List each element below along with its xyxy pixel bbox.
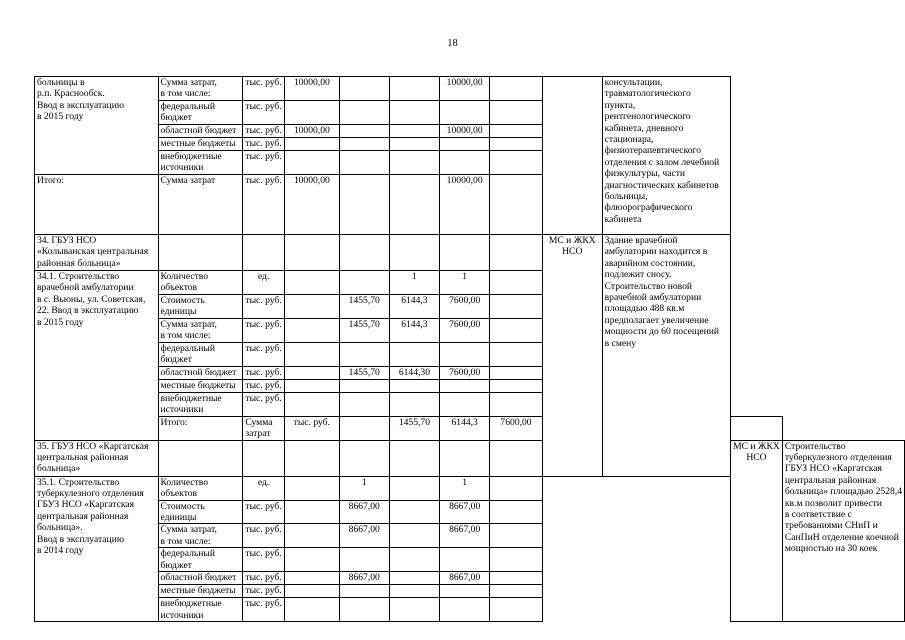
row-label: Сумма затрат xyxy=(243,416,284,440)
object-name-cell: больницы в р.п. Краснообск. Ввод в эксплуатацию в 2015 году xyxy=(35,77,159,175)
row-label: федеральный бюджет xyxy=(158,548,243,572)
unit-cell: тыс. руб. xyxy=(243,318,284,342)
unit-cell: тыс. руб. xyxy=(243,101,284,125)
value-cell: 6144,30 xyxy=(389,366,440,379)
unit-cell: тыс. руб. xyxy=(243,524,284,548)
unit-cell: тыс. руб. xyxy=(243,379,284,392)
value-cell: 6144,3 xyxy=(389,295,440,319)
value-cell: 10000,00 xyxy=(440,125,490,138)
value-cell: 8667,00 xyxy=(339,524,389,548)
program-table xyxy=(34,76,905,622)
unit-cell: тыс. руб. xyxy=(243,175,284,235)
value-cell: 1 xyxy=(440,271,490,295)
justification-cell: Строительство туберкулезного отделения ГБУЗ НСО «Каргатская центральная районная больница» площадью 2528,4 кв.м позволит привести в соответствие с требованиями СНиП и СанПиН отделение коечной мощностью на 30 коек xyxy=(782,440,904,622)
row-label: Количество объектов xyxy=(158,271,243,295)
row-label: областной бюджет xyxy=(158,366,243,379)
row-label: федеральный бюджет xyxy=(158,101,243,125)
value-cell: 8667,00 xyxy=(440,524,490,548)
unit-cell: тыс. руб. xyxy=(243,585,284,598)
value-cell: 10000,00 xyxy=(284,77,339,101)
unit-cell: тыс. руб. xyxy=(243,151,284,175)
unit-cell: тыс. руб. xyxy=(243,500,284,524)
value-cell: 1455,70 xyxy=(339,295,389,319)
unit-cell: тыс. руб. xyxy=(243,295,284,319)
value-cell: 8667,00 xyxy=(440,500,490,524)
value-cell: 8667,00 xyxy=(339,572,389,585)
row-label: Сумма затрат, в том числе: xyxy=(158,318,243,342)
row-label: внебюджетные источники xyxy=(158,392,243,416)
value-cell: 10000,00 xyxy=(284,125,339,138)
organization-cell: 34. ГБУЗ НСО «Колыванская центральная районная больница» xyxy=(35,235,159,271)
unit-cell: тыс. руб. xyxy=(243,572,284,585)
justification-cell: консультации, травматологического пункта, рентгенологического кабинета, дневного стационара, физиотерапевтического отделения с залом лечебной физкультуры, части диагностических кабинетов больницы, флюорографического кабинета xyxy=(602,77,730,235)
row-label: Стоимость единицы xyxy=(158,295,243,319)
unit-cell: тыс. руб. xyxy=(243,548,284,572)
row-label: областной бюджет xyxy=(158,125,243,138)
total-label: Итого: xyxy=(158,416,243,440)
row-label: федеральный бюджет xyxy=(158,342,243,366)
justification-cell: Здание врачебной амбулатории находится в аварийном состоянии, подлежит сносу. Строительство новой врачебной амбулатории площадью 488 кв.м предполагает увеличение мощности до 60 посещений в смену xyxy=(602,235,730,477)
value-cell: 7600,00 xyxy=(440,366,490,379)
unit-cell: тыс. руб. xyxy=(243,598,284,622)
row-label: внебюджетные источники xyxy=(158,598,243,622)
row-label: Сумма затрат, в том числе: xyxy=(158,77,243,101)
value-cell: 1455,70 xyxy=(339,318,389,342)
row-label: местные бюджеты xyxy=(158,379,243,392)
value-cell: 10000,00 xyxy=(284,175,339,235)
row-label: местные бюджеты xyxy=(158,138,243,151)
value-cell: 1 xyxy=(339,476,389,500)
unit-cell: тыс. руб. xyxy=(243,125,284,138)
executor-cell: МС и ЖКХ НСО xyxy=(542,235,602,477)
unit-cell: тыс. руб. xyxy=(284,416,339,440)
unit-cell: ед. xyxy=(243,476,284,500)
organization-cell: 35. ГБУЗ НСО «Каргатская центральная районная больница» xyxy=(35,440,159,476)
value-cell: 1 xyxy=(389,271,440,295)
value-cell: 7600,00 xyxy=(440,295,490,319)
object-name-cell: 35.1. Строительство туберкулезного отделения ГБУЗ НСО «Каргатская центральная районная больница». Ввод в эксплуатацию в 2014 году xyxy=(35,476,159,622)
unit-cell: ед. xyxy=(243,271,284,295)
value-cell: 10000,00 xyxy=(440,77,490,101)
value-cell: 10000,00 xyxy=(440,175,490,235)
row-label: Сумма затрат, в том числе: xyxy=(158,524,243,548)
value-cell: 8667,00 xyxy=(339,500,389,524)
value-cell: 8667,00 xyxy=(440,572,490,585)
unit-cell: тыс. руб. xyxy=(243,392,284,416)
value-cell: 6144,3 xyxy=(440,416,490,440)
executor-cell: МС и ЖКХ НСО xyxy=(731,440,783,622)
row-label: Количество объектов xyxy=(158,476,243,500)
value-cell: 1455,70 xyxy=(339,366,389,379)
page-number: 18 xyxy=(447,38,458,49)
total-label: Итого: xyxy=(35,175,159,235)
unit-cell: тыс. руб. xyxy=(243,366,284,379)
object-name-cell: 34.1. Строительство врачебной амбулатории в с. Вьюны, ул. Советская, 22. Ввод в эксплуатацию в 2015 году xyxy=(35,271,159,441)
value-cell: 6144,3 xyxy=(389,318,440,342)
row-label: областной бюджет xyxy=(158,572,243,585)
unit-cell: тыс. руб. xyxy=(243,342,284,366)
row-label: местные бюджеты xyxy=(158,585,243,598)
row-label: Сумма затрат xyxy=(158,175,243,235)
value-cell: 1455,70 xyxy=(389,416,440,440)
row-label: Стоимость единицы xyxy=(158,500,243,524)
unit-cell: тыс. руб. xyxy=(243,138,284,151)
value-cell: 7600,00 xyxy=(440,318,490,342)
row-label: внебюджетные источники xyxy=(158,151,243,175)
value-cell: 7600,00 xyxy=(490,416,543,440)
unit-cell: тыс. руб. xyxy=(243,77,284,101)
value-cell: 1 xyxy=(440,476,490,500)
